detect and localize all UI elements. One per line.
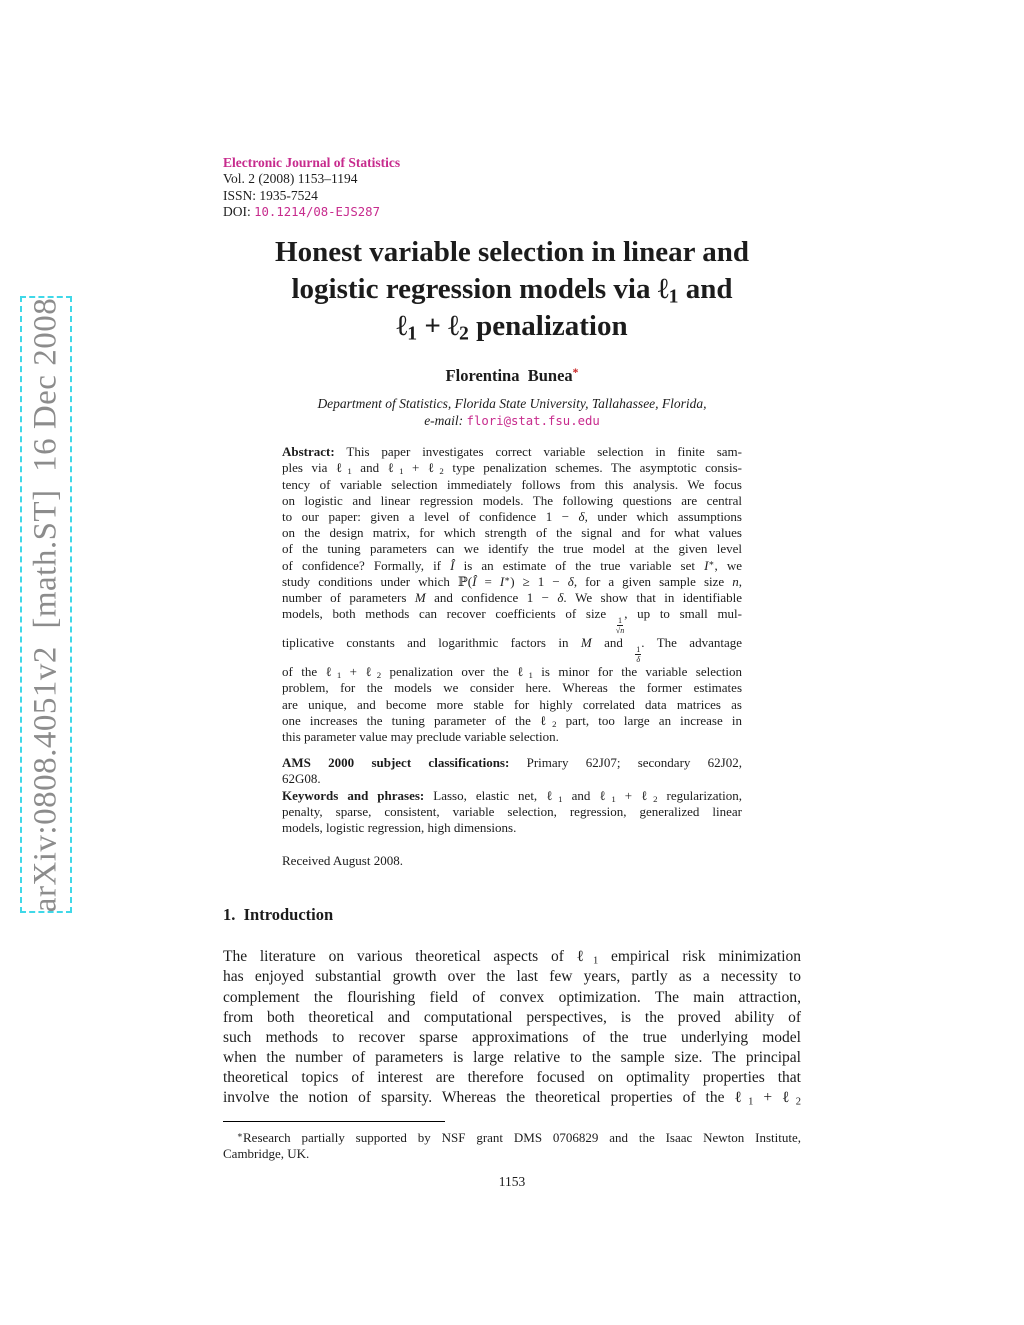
- abstract-line: are unique, and become more stable for highly correlated data matrices as: [282, 696, 742, 712]
- journal-issn: ISSN: 1935-7524: [223, 187, 318, 203]
- journal-name: Electronic Journal of Statistics: [223, 155, 401, 170]
- author-footnote-marker: *: [572, 367, 579, 379]
- journal-header: [223, 155, 801, 220]
- page-number: 1153: [498, 1174, 526, 1190]
- footnote: [223, 1130, 801, 1162]
- keywords-line: penalty, sparse, consistent, variable selection, regression, generalized linear: [282, 803, 742, 819]
- ams-line: AMS 2000 subject classifications: Primary 62J07; secondary 62J02,: [282, 755, 742, 771]
- abstract-text: [282, 444, 742, 745]
- intro-line: when the number of parameters is large relative to the sample size. The principal: [223, 1048, 801, 1066]
- abstract-line: of the ℓ$_1$ + ℓ$_2$ penalization over the ℓ$_1$ is minor for the variable selection: [282, 664, 742, 681]
- abstract-line: one increases the tuning parameter of the ℓ$_2$ part, too large an increase in: [282, 712, 742, 729]
- intro-line: has enjoyed substantial growth over the last few years, partly as a necessity to: [223, 968, 801, 986]
- abstract-line: ples via ℓ$_1$ and ℓ$_1$ + ℓ$_2$ type penalization schemes. The asymptotic consis-: [282, 460, 742, 477]
- arxiv-watermark-box: [20, 296, 72, 913]
- keywords-line: models, logistic regression, high dimensions.: [282, 819, 517, 835]
- intro-line: The literature on various theoretical aspects of ℓ$_1$ empirical risk minimization: [223, 948, 801, 967]
- email-link[interactable]: flori@stat.fsu.edu: [466, 414, 600, 429]
- abstract-line: tency of variable selection immediately follows from this analysis. We focus: [282, 476, 742, 492]
- affiliation-block: [223, 395, 801, 430]
- keywords-line: Keywords and phrases: Lasso, elastic net, ℓ$_1$ and ℓ$_1$ + ℓ$_2$ regularization,: [282, 787, 742, 804]
- abstract-line: tiplicative constants and logarithmic factors in M and $\frac{1}{\delta}$ . The advantage: [282, 635, 742, 664]
- title-line-2: logistic regression models via ℓ$_1$ and: [291, 273, 733, 308]
- email-prefix-label: e-mail:: [424, 413, 467, 429]
- title-line-3: ℓ$_1$ + ℓ$_2$ penalization: [396, 310, 628, 345]
- intro-line: involve the notion of sparsity. Whereas the theoretical properties of the ℓ$_1$ + ℓ$_2$: [223, 1089, 801, 1108]
- abstract-line: models, both methods can recover coefficients of size $\frac{1}{√n}$ , up to small mul-: [282, 606, 742, 635]
- journal-volume: Vol. 2 (2008) 1153–1194: [223, 171, 358, 187]
- email-line: [223, 412, 801, 430]
- received-note: Received August 2008.: [282, 853, 403, 869]
- abstract-line: Abstract: This paper investigates correct variable selection in finite sam-: [282, 444, 742, 460]
- abstract-line: to our paper: given a level of confidence 1 − δ, under which assumptions: [282, 509, 742, 524]
- intro-paragraph: [223, 947, 801, 1108]
- title-line-1: Honest variable selection in linear and: [275, 236, 749, 269]
- abstract-line: study conditions under which ℙ(Î = I∗) ≥ 1 − δ, for a given sample size n,: [282, 573, 743, 589]
- footnote-line: ∗Research partially supported by NSF grant DMS 0706829 and the Isaac Newton Institute,: [237, 1130, 801, 1146]
- abstract-line: problem, for the models we consider here. Whereas the former estimates: [282, 680, 742, 696]
- intro-line: such methods to recover sparse approximations of the true underlying model: [223, 1028, 801, 1046]
- abstract-block: [282, 444, 742, 869]
- doi-link[interactable]: 10.1214/08-EJS287: [254, 204, 380, 219]
- journal-doi-line: [223, 204, 801, 220]
- page-content: [223, 155, 801, 1190]
- doi-prefix-label: DOI:: [223, 203, 255, 219]
- abstract-line: of the tuning parameters can we identify the true model at the given level: [282, 541, 742, 557]
- abstract-line: number of parameters M and confidence 1 − δ. We show that in identifiable: [282, 590, 743, 606]
- footnote-rule: [223, 1121, 445, 1122]
- paper-title: [223, 234, 801, 345]
- author-name: Florentina Bunea: [445, 366, 573, 386]
- abstract-line: of confidence? Formally, if Î is an estimate of the true variable set I∗, we: [282, 557, 742, 573]
- intro-line: from both theoretical and computational perspectives, is the proved ability of: [223, 1008, 801, 1026]
- author-line: [223, 366, 801, 386]
- abstract-line: on logistic and linear regression models. The following questions are central: [282, 492, 742, 508]
- affiliation-line: Department of Statistics, Florida State University, Tallahassee, Florida,: [317, 396, 707, 412]
- intro-line: complement the flourishing field of convex optimization. The main attraction,: [223, 988, 801, 1006]
- arxiv-watermark-label: arXiv:0808.4051v2 [math.ST] 16 Dec 2008: [27, 297, 64, 912]
- ams-line: 62G08.: [282, 771, 321, 787]
- abstract-line: this parameter value may preclude variable selection.: [282, 728, 559, 744]
- section-heading-introduction: 1. Introduction: [223, 905, 334, 925]
- abstract-line: on the design matrix, for which strength of the signal and for what values: [282, 525, 742, 541]
- footnote-line: Cambridge, UK.: [223, 1146, 310, 1162]
- ams-classifications: [282, 755, 742, 836]
- intro-line: theoretical topics of interest are therefore focused on optimality properties that: [223, 1068, 801, 1086]
